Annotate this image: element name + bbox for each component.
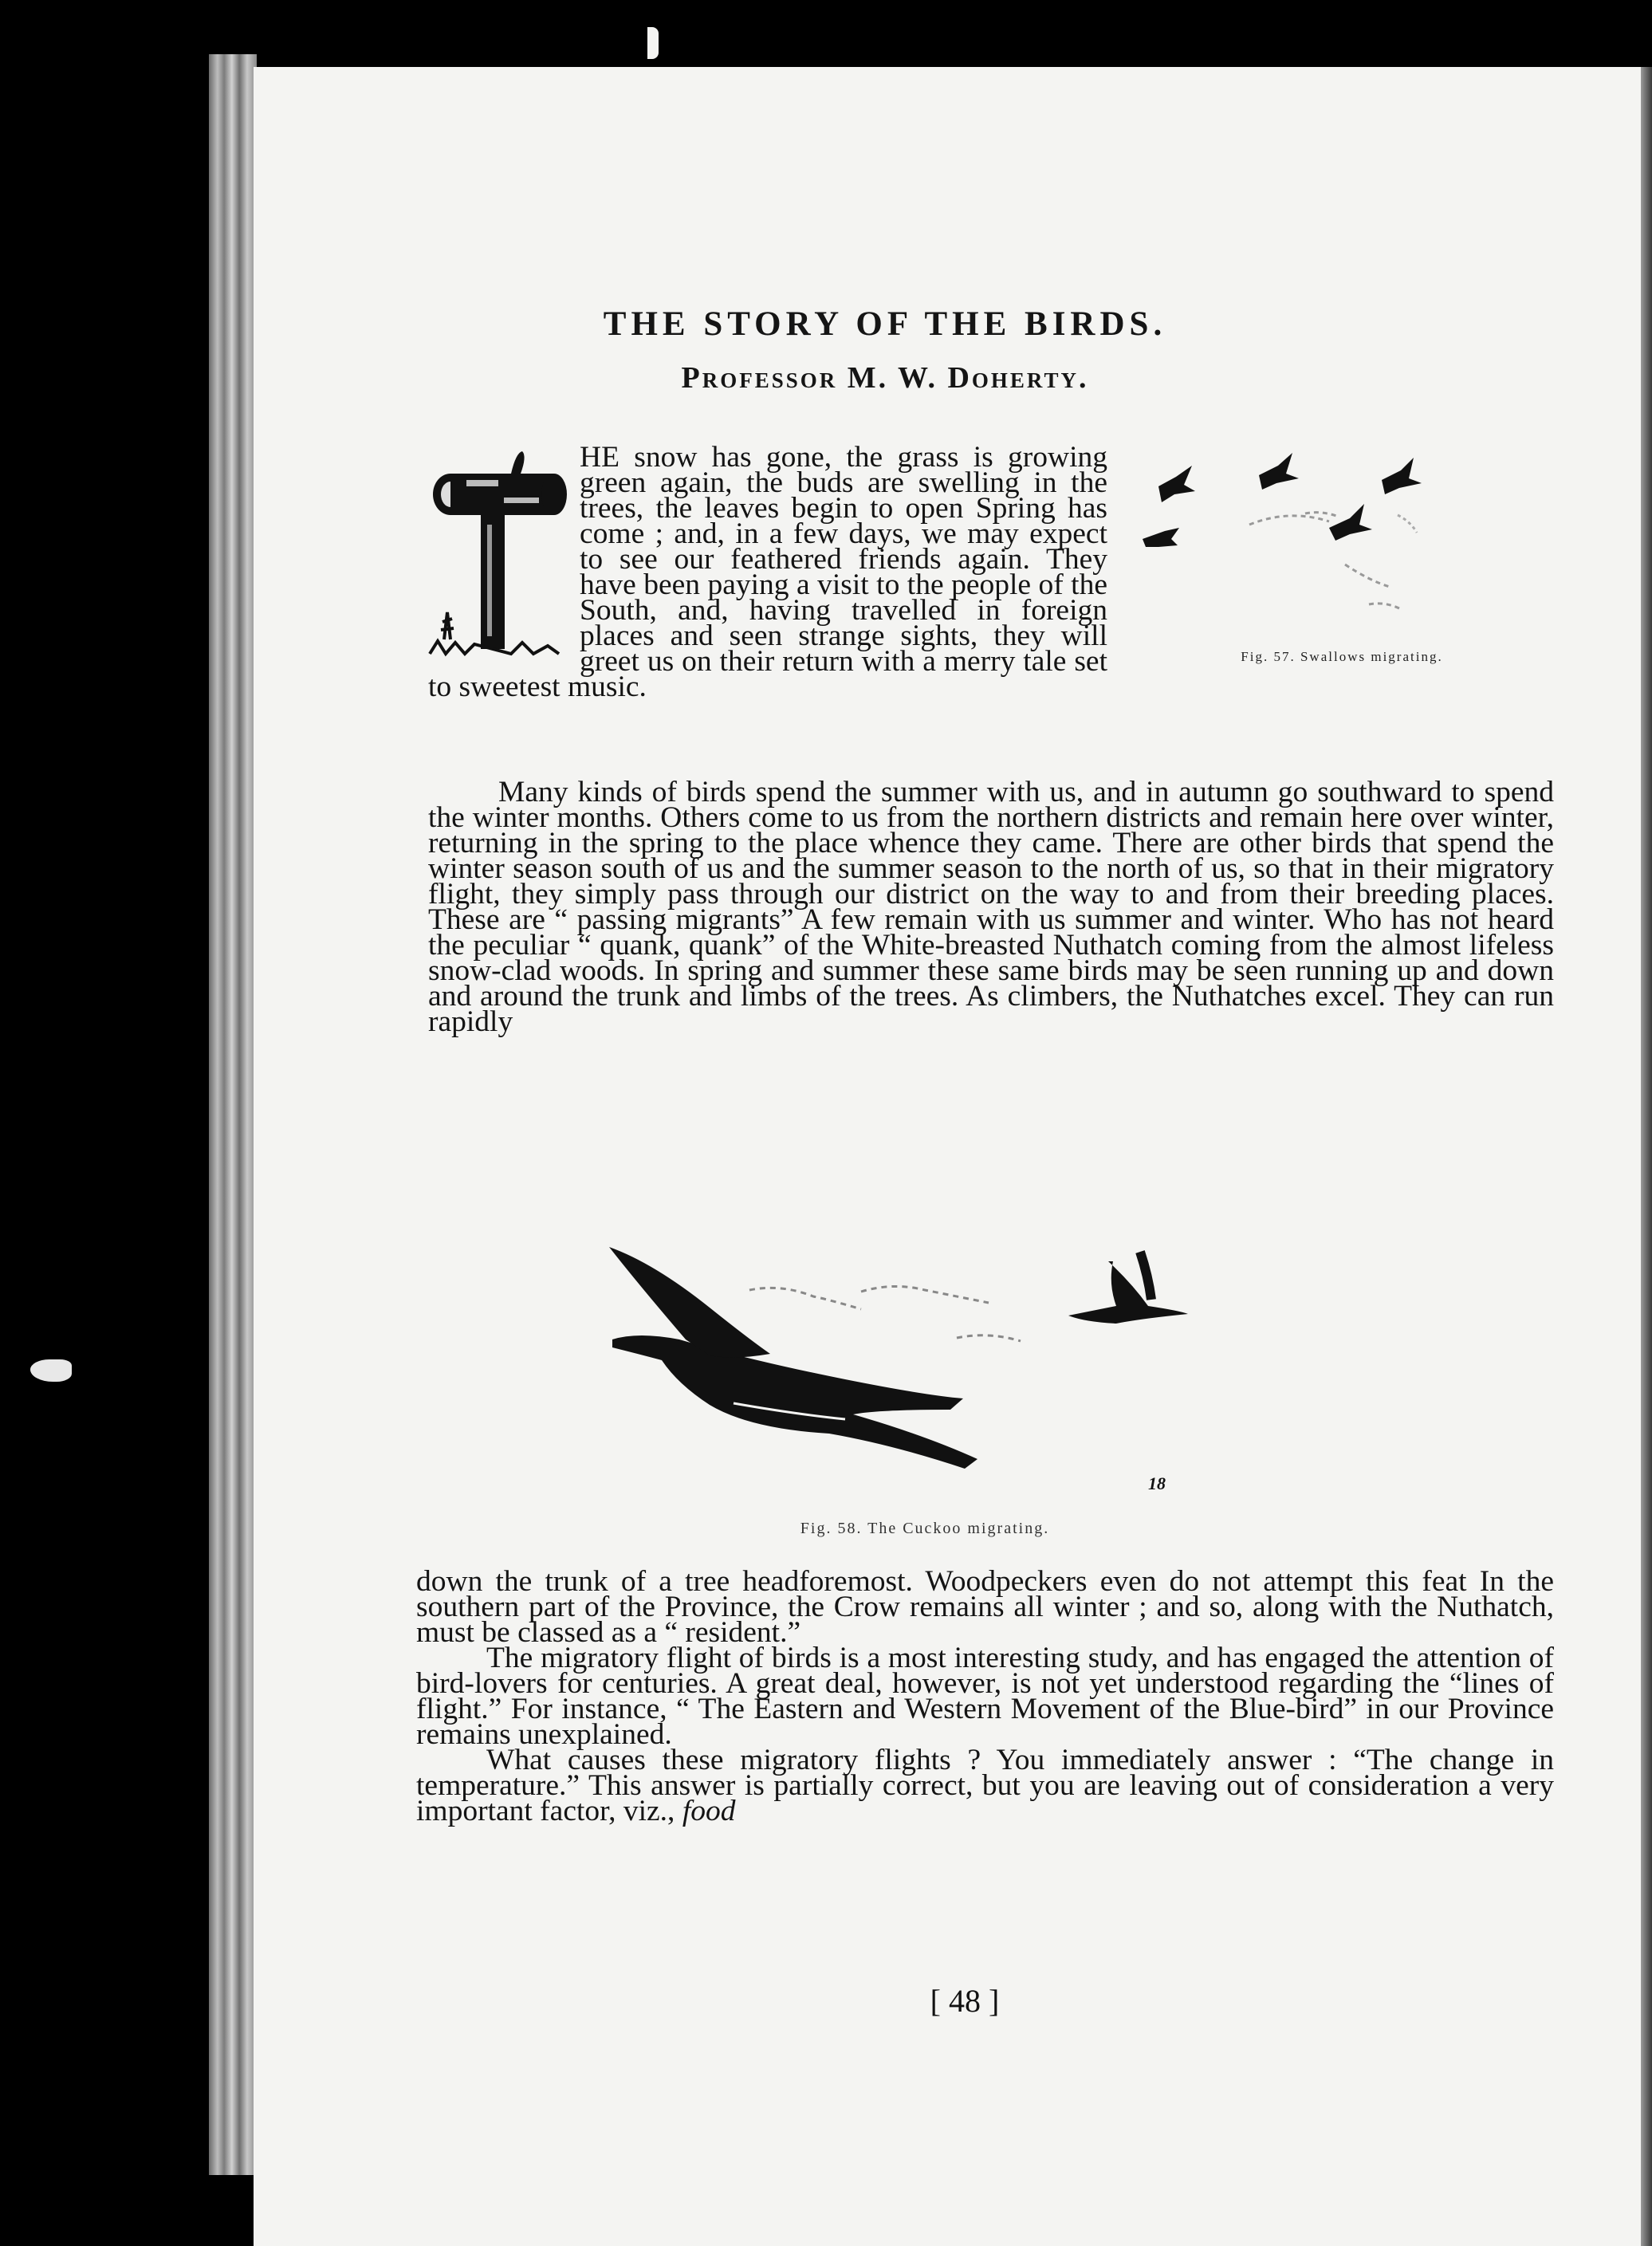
cuckoo-large-body [612,1335,977,1469]
paragraph-fourth-text: What causes these migratory flights ? You immediately answer : “The change in temperature.” This answer is partially correct, but you are leaving out of consideration a very important factor, viz., [416,1744,1554,1827]
book-page-edges [209,54,257,2175]
figure-58-mark: 18 [1148,1473,1166,1493]
swallow-1 [1158,466,1195,502]
paragraph-fourth-italic: food [682,1795,736,1827]
second-paragraph-block [428,776,1554,1038]
swallows-illustration [1130,445,1554,644]
figure-58-cuckoo [590,1220,1212,1512]
paragraph-second-continued: down the trunk of a tree headforemost. Woodpeckers even do not attempt this feat In the southern part of the Province, the Crow remains all winter ; and so, along with the Nuthatch, must be classed as a “ resident.” [416,1565,1554,1649]
cuckoo-illustration [590,1220,1212,1512]
cuckoo-small [1068,1261,1188,1324]
figure-57-caption: Fig. 57. Swallows migrating. [1241,649,1443,664]
article-author: Professor M. W. Doherty. [681,361,1089,395]
paragraph-third: The migratory flight of birds is a most interesting study, and has engaged the attention of bird-lovers for centuries. A great deal, however, is not yet understood regarding the “lines of flight.” For instance, “ The Eastern and Western Movement of the Blue-bird” in our Province remains unexplained. [416,1642,1554,1751]
swallow-5 [1329,504,1372,541]
swallow-4 [1143,528,1179,547]
dropcap-t-illustration [428,445,573,662]
paragraph-fourth [416,1744,1554,1827]
page-tab-mark [647,27,659,59]
article-title: THE STORY OF THE BIRDS. [603,305,1167,343]
page-right-shadow [1641,67,1652,2246]
figure-58-caption: Fig. 58. The Cuckoo migrating. [800,1520,1050,1537]
swallow-2 [1259,453,1299,490]
scan-smudge [30,1359,72,1382]
lower-text-block [416,1565,1554,1827]
swallow-3 [1382,458,1422,494]
paragraph-second: Many kinds of birds spend the summer with us, and in autumn go southward to spend the winter months. Others come to us from the northern districts and remain here over winter, returning in the spring to the place whence they came. There are other birds that spend the winter season south of us and the summer season to the north of us, so that in their migratory flight, they simply pass through our district on the way to and from their breeding places. These are “ passing migrants” A few remain with us summer and winter. Who has not heard the peculiar “ quank, quank” of the White-breasted Nuthatch coming from the almost lifeless snow-clad woods. In spring and summer these same birds may be seen running up and down and around the trunk and limbs of the trees. As climbers, the Nuthatches excel. They can run rapidly [428,776,1554,1038]
paragraph-first-text: HE snow has gone, the grass is growing green again, the buds are swelling in the trees, the leaves begin to open Spring has come ; and, in a few days, we may expect to see our feathered friends again. They have been paying a visit to the people of the South, and, having travelled in foreign places and seen strange sights, they will greet us on their return with a merry tale set to sweetest music. [428,441,1107,703]
page-number: [ 48 ] [930,1983,1000,2019]
first-paragraph-block [428,441,1554,703]
figure-57-swallows [1130,445,1554,675]
